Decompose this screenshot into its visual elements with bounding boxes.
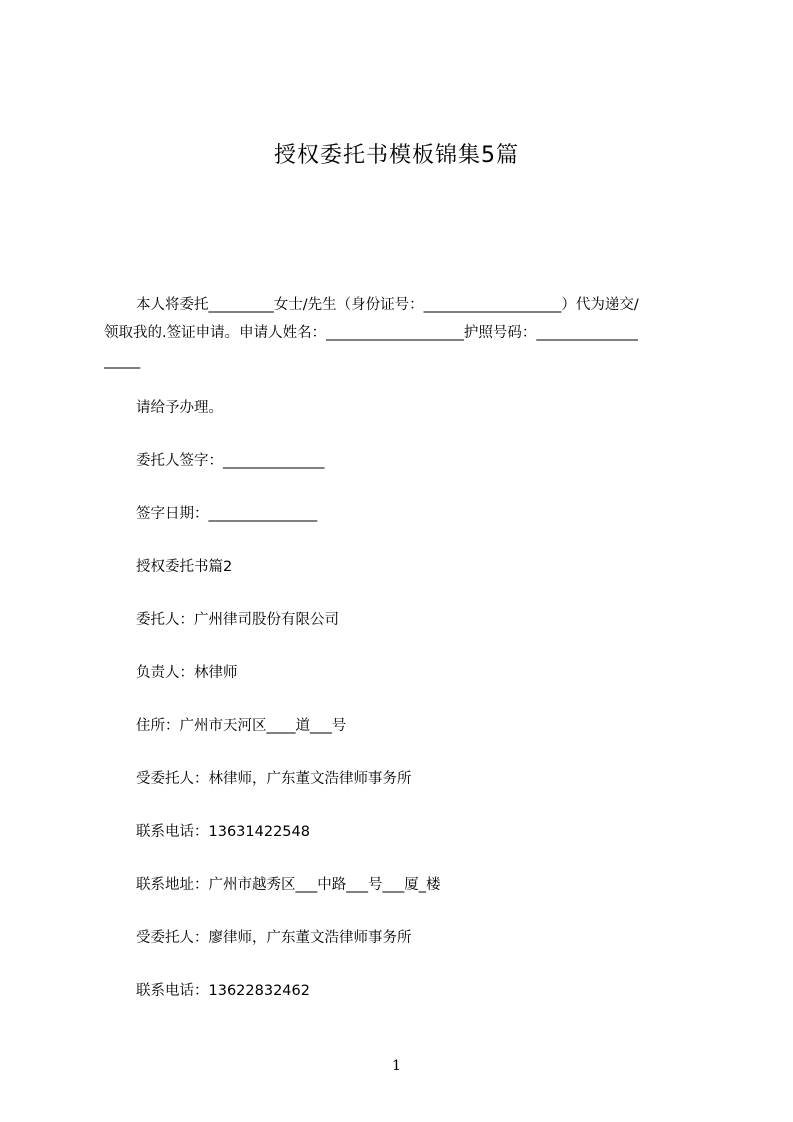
- phone-line: 联系电话：13631422548: [136, 824, 310, 840]
- paragraph-line: 本人将委托_________女士/先生（身份证号：___________________）代为递交/: [136, 297, 639, 313]
- address-line: 住所：广州市天河区____道___号: [136, 718, 347, 734]
- signature-date-line: 签字日期：_______________: [136, 506, 318, 522]
- principal-signature-line: 委托人签字：______________: [136, 453, 325, 469]
- agent-line: 受委托人：廖律师，广东董文浩律师事务所: [136, 930, 412, 946]
- phone-line: 联系电话：13622832462: [136, 983, 310, 999]
- paragraph-line: _____: [104, 353, 141, 369]
- principal-line: 委托人：广州律司股份有限公司: [136, 612, 339, 628]
- request-text: 请给予办理。: [136, 400, 223, 416]
- document-title: 授权委托书模板锦集5篇: [274, 143, 519, 168]
- paragraph-line: 领取我的.签证申请。申请人姓名：___________________护照号码：______________: [104, 325, 638, 341]
- agent-line: 受委托人：林律师，广东董文浩律师事务所: [136, 771, 412, 787]
- section-heading: 授权委托书篇2: [136, 559, 233, 575]
- page-number: 1: [392, 1058, 401, 1074]
- contact-address-line: 联系地址：广州市越秀区___中路___号___厦_楼: [136, 877, 441, 893]
- responsible-person-line: 负责人：林律师: [136, 665, 238, 681]
- authorization-paragraph: [104, 291, 704, 375]
